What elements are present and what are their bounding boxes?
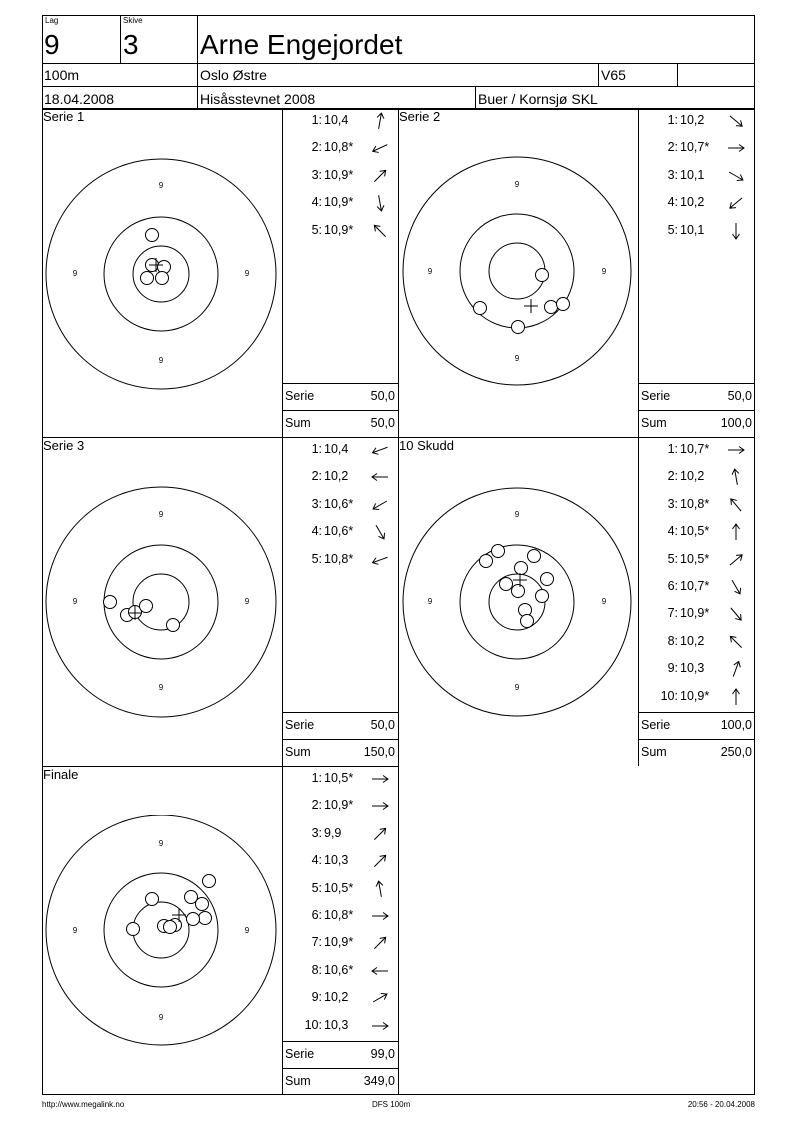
- serie-value: 100,0: [720, 718, 752, 732]
- shot-hole: [500, 578, 513, 591]
- panel-title: Finale: [43, 767, 79, 782]
- shot-hole: [541, 573, 554, 586]
- shot-row: [292, 195, 358, 211]
- shot-score: 10,6*: [324, 962, 354, 977]
- shot-score: 9,9: [324, 825, 342, 840]
- shot-hole: [492, 545, 505, 558]
- ring-label-left: 9: [72, 269, 78, 278]
- shot-number: 1:: [667, 113, 678, 127]
- shot-number: 2:: [311, 469, 322, 484]
- shot-row: [648, 113, 714, 129]
- shot-number: 5:: [311, 551, 322, 566]
- direction-arrow-icon: [726, 604, 746, 624]
- shot-hole: [512, 321, 525, 334]
- shot-number: 4:: [311, 195, 322, 210]
- shot-row: [292, 908, 358, 924]
- shot-row: [648, 606, 714, 622]
- shot-score: 10,2: [680, 195, 705, 210]
- shot-hole: [146, 229, 159, 242]
- sum-label: Sum: [641, 416, 667, 430]
- direction-arrow-icon: [726, 440, 746, 460]
- shot-row: [292, 853, 358, 869]
- shot-row: [648, 168, 714, 184]
- ring-label-right: 9: [244, 926, 250, 935]
- shot-row: [648, 579, 714, 595]
- shot-score: 10,2: [324, 990, 349, 1005]
- shot-score: 10,8*: [324, 551, 354, 566]
- shot-row: [648, 469, 714, 485]
- shot-number: 8:: [667, 633, 678, 648]
- shot-score: 10,9*: [680, 688, 710, 703]
- shot-score: 10,3: [680, 661, 705, 676]
- shot-row: [292, 881, 358, 897]
- ring-label-bottom: 9: [514, 354, 520, 363]
- shot-number: 3:: [667, 496, 678, 511]
- direction-arrow-icon: [370, 796, 390, 816]
- direction-arrow-icon: [370, 824, 390, 844]
- serie-value: 50,0: [370, 389, 395, 403]
- direction-arrow-icon: [726, 659, 746, 679]
- shot-number: 1:: [667, 442, 678, 456]
- direction-arrow-icon: [370, 906, 390, 926]
- direction-arrow-icon: [726, 495, 746, 515]
- shot-score: 10,9*: [324, 195, 354, 210]
- shot-row: [292, 798, 358, 814]
- distance: 100m: [44, 67, 80, 83]
- direction-arrow-icon: [370, 550, 390, 570]
- serie-value: 99,0: [370, 1047, 395, 1061]
- footer-program: DFS 100m: [372, 1100, 411, 1109]
- shot-score: 10,5*: [324, 880, 354, 895]
- shot-row: [292, 469, 358, 485]
- direction-arrow-icon: [370, 961, 390, 981]
- shot-hole: [545, 301, 558, 314]
- shot-number: 4:: [667, 195, 678, 210]
- shot-hole: [156, 272, 169, 285]
- shot-number: 6:: [311, 908, 322, 922]
- shot-number: 2:: [311, 140, 322, 155]
- ring-label-right: 9: [601, 597, 607, 606]
- direction-arrow-icon: [370, 138, 390, 158]
- shot-number: 3:: [311, 167, 322, 182]
- shot-row: [292, 168, 358, 184]
- sum-value: 349,0: [363, 1074, 395, 1088]
- target-finale: [45, 815, 277, 1047]
- shot-row: [648, 552, 714, 568]
- footer-url: http://www.megalink.no: [42, 1100, 125, 1109]
- shot-number: 3:: [311, 825, 322, 840]
- club: Oslo Østre: [200, 67, 267, 83]
- shot-row: [648, 524, 714, 540]
- shot-row: [648, 661, 714, 677]
- sum-value: 50,0: [370, 416, 395, 430]
- shot-number: 4:: [311, 524, 322, 539]
- shot-score: 10,8*: [324, 908, 354, 922]
- direction-arrow-icon: [370, 440, 390, 460]
- shot-row: [292, 826, 358, 842]
- shot-row: [292, 140, 358, 156]
- shot-score: 10,1: [680, 167, 705, 182]
- sum-label: Sum: [285, 1074, 311, 1088]
- ring-label-bottom: 9: [158, 356, 164, 365]
- shot-score: 10,5*: [324, 771, 354, 785]
- shot-number: 3:: [667, 167, 678, 182]
- sum-value: 250,0: [720, 745, 752, 759]
- shot-number: 1:: [311, 771, 322, 785]
- direction-arrow-icon: [726, 138, 746, 158]
- shot-number: 2:: [667, 469, 678, 484]
- footer-timestamp: 20:56 - 20.04.2008: [687, 1100, 755, 1109]
- direction-arrow-icon: [726, 221, 746, 241]
- direction-arrow-icon: [726, 687, 746, 707]
- ring-label-top: 9: [514, 180, 520, 189]
- shot-hole: [141, 272, 154, 285]
- target-serie-2: [402, 156, 634, 388]
- lag-number: 9: [44, 29, 60, 60]
- direction-arrow-icon: [726, 166, 746, 186]
- shot-hole: [536, 269, 549, 282]
- ring-label-right: 9: [601, 267, 607, 276]
- shot-score: 10,6*: [324, 524, 354, 539]
- shot-number: 1:: [311, 113, 322, 127]
- shot-row: [292, 963, 358, 979]
- shot-row: [648, 442, 714, 458]
- shooter-name: Arne Engejordet: [200, 29, 403, 60]
- shot-row: [292, 113, 358, 129]
- skive-number: 3: [123, 29, 139, 60]
- ring-label-bottom: 9: [158, 1013, 164, 1022]
- shot-score: 10,9*: [324, 167, 354, 182]
- serie-label: Serie: [641, 718, 671, 732]
- shot-hole: [187, 913, 200, 926]
- lag-label: Lag: [45, 16, 59, 25]
- shot-hole: [127, 923, 140, 936]
- target-serie-1: [45, 158, 277, 390]
- shot-hole: [146, 893, 159, 906]
- ring-label-right: 9: [244, 269, 250, 278]
- direction-arrow-icon: [726, 193, 746, 213]
- shot-score: 10,9*: [324, 222, 354, 237]
- shot-row: [292, 990, 358, 1006]
- direction-arrow-icon: [370, 1016, 390, 1036]
- shot-number: 9:: [311, 990, 322, 1005]
- shot-score: 10,7*: [680, 442, 710, 456]
- ring-label-right: 9: [244, 597, 250, 606]
- shot-score: 10,2: [680, 633, 705, 648]
- ring-label-left: 9: [427, 267, 433, 276]
- shot-hole: [528, 550, 541, 563]
- shot-score: 10,9*: [324, 935, 354, 950]
- direction-arrow-icon: [370, 522, 390, 542]
- shot-row: [292, 935, 358, 951]
- shot-row: [292, 223, 358, 239]
- shot-number: 4:: [667, 524, 678, 539]
- direction-arrow-icon: [370, 879, 390, 899]
- shot-row: [292, 771, 358, 787]
- shot-number: 1:: [311, 442, 322, 456]
- shot-hole: [474, 302, 487, 315]
- shot-hole: [199, 912, 212, 925]
- shot-row: [292, 1018, 358, 1034]
- direction-arrow-icon: [370, 933, 390, 953]
- panel-title: Serie 2: [399, 109, 441, 124]
- shot-number: 6:: [667, 579, 678, 593]
- sum-label: Sum: [285, 416, 311, 430]
- sum-label: Sum: [285, 745, 311, 759]
- shot-number: 3:: [311, 496, 322, 511]
- shot-number: 9:: [667, 661, 678, 676]
- shot-score: 10,7*: [680, 140, 710, 155]
- sum-value: 100,0: [720, 416, 752, 430]
- shot-number: 7:: [311, 935, 322, 950]
- event: Hisåsstevnet 2008: [200, 91, 316, 107]
- shot-number: 5:: [311, 880, 322, 895]
- shot-score: 10,2: [680, 469, 705, 484]
- shot-score: 10,1: [680, 222, 705, 237]
- shot-score: 10,8*: [324, 140, 354, 155]
- direction-arrow-icon: [370, 111, 390, 131]
- shot-number: 8:: [311, 962, 322, 977]
- shot-hole: [167, 619, 180, 632]
- direction-arrow-icon: [370, 851, 390, 871]
- sum-label: Sum: [641, 745, 667, 759]
- shot-hole: [515, 562, 528, 575]
- direction-arrow-icon: [370, 769, 390, 789]
- shot-score: 10,6*: [324, 496, 354, 511]
- date: 18.04.2008: [44, 91, 115, 107]
- shot-score: 10,4: [324, 442, 349, 456]
- shot-hole: [557, 298, 570, 311]
- class: V65: [601, 67, 626, 83]
- shot-row: [648, 689, 714, 705]
- shot-score: 10,2: [680, 113, 705, 127]
- shot-number: 7:: [667, 606, 678, 621]
- panel-title: 10 Skudd: [399, 438, 454, 453]
- shot-score: 10,7*: [680, 579, 710, 593]
- sum-value: 150,0: [363, 745, 395, 759]
- ring-label-bottom: 9: [158, 683, 164, 692]
- direction-arrow-icon: [726, 111, 746, 131]
- shot-score: 10,9*: [680, 606, 710, 621]
- direction-arrow-icon: [726, 522, 746, 542]
- center-mark: [524, 299, 538, 313]
- shot-score: 10,3: [324, 1017, 349, 1032]
- ring-label-left: 9: [72, 926, 78, 935]
- shot-row: [292, 497, 358, 513]
- serie-value: 50,0: [370, 718, 395, 732]
- ring-label-left: 9: [427, 597, 433, 606]
- skive-label: Skive: [123, 16, 143, 25]
- shot-number: 5:: [311, 222, 322, 237]
- direction-arrow-icon: [370, 166, 390, 186]
- shot-hole: [140, 600, 153, 613]
- shot-number: 2:: [667, 140, 678, 155]
- shot-score: 10,3: [324, 853, 349, 868]
- shot-row: [648, 634, 714, 650]
- serie-label: Serie: [641, 389, 671, 403]
- direction-arrow-icon: [726, 550, 746, 570]
- shot-hole: [196, 898, 209, 911]
- shot-hole: [480, 555, 493, 568]
- direction-arrow-icon: [370, 988, 390, 1008]
- shot-score: 10,2: [324, 469, 349, 484]
- panel-title: Serie 3: [43, 438, 85, 453]
- ring-label-top: 9: [158, 839, 164, 848]
- serie-label: Serie: [285, 389, 315, 403]
- shot-hole: [104, 596, 117, 609]
- shot-score: 10,9*: [324, 798, 354, 813]
- shot-hole: [512, 585, 525, 598]
- direction-arrow-icon: [370, 221, 390, 241]
- shot-score: 10,5*: [680, 551, 710, 566]
- shot-row: [292, 552, 358, 568]
- shot-hole: [536, 590, 549, 603]
- shot-number: 4:: [311, 853, 322, 868]
- shot-number: 2:: [311, 798, 322, 813]
- ring-label-top: 9: [514, 510, 520, 519]
- panel-title: Serie 1: [43, 109, 85, 124]
- shot-hole: [521, 615, 534, 628]
- shot-number: 10:: [304, 1017, 322, 1032]
- shot-number: 5:: [667, 222, 678, 237]
- shot-number: 10:: [660, 688, 678, 703]
- serie-label: Serie: [285, 1047, 315, 1061]
- direction-arrow-icon: [370, 495, 390, 515]
- shot-row: [648, 195, 714, 211]
- ring-label-bottom: 9: [514, 683, 520, 692]
- shot-row: [292, 442, 358, 458]
- shot-score: 10,5*: [680, 524, 710, 539]
- shot-row: [648, 497, 714, 513]
- ring-label-top: 9: [158, 181, 164, 190]
- direction-arrow-icon: [726, 467, 746, 487]
- direction-arrow-icon: [726, 632, 746, 652]
- shot-hole: [203, 875, 216, 888]
- serie-value: 50,0: [727, 389, 752, 403]
- ring-label-left: 9: [72, 597, 78, 606]
- shot-row: [292, 524, 358, 540]
- direction-arrow-icon: [370, 467, 390, 487]
- shot-row: [648, 140, 714, 156]
- target-10-skudd: [402, 486, 634, 718]
- serie-label: Serie: [285, 718, 315, 732]
- shot-number: 5:: [667, 551, 678, 566]
- ring-label-top: 9: [158, 510, 164, 519]
- direction-arrow-icon: [370, 193, 390, 213]
- shot-score: 10,8*: [680, 496, 710, 511]
- shot-row: [648, 223, 714, 239]
- venue: Buer / Kornsjø SKL: [478, 91, 598, 107]
- shot-score: 10,4: [324, 113, 349, 127]
- shot-hole: [164, 921, 177, 934]
- direction-arrow-icon: [726, 577, 746, 597]
- target-serie-3: [45, 486, 277, 718]
